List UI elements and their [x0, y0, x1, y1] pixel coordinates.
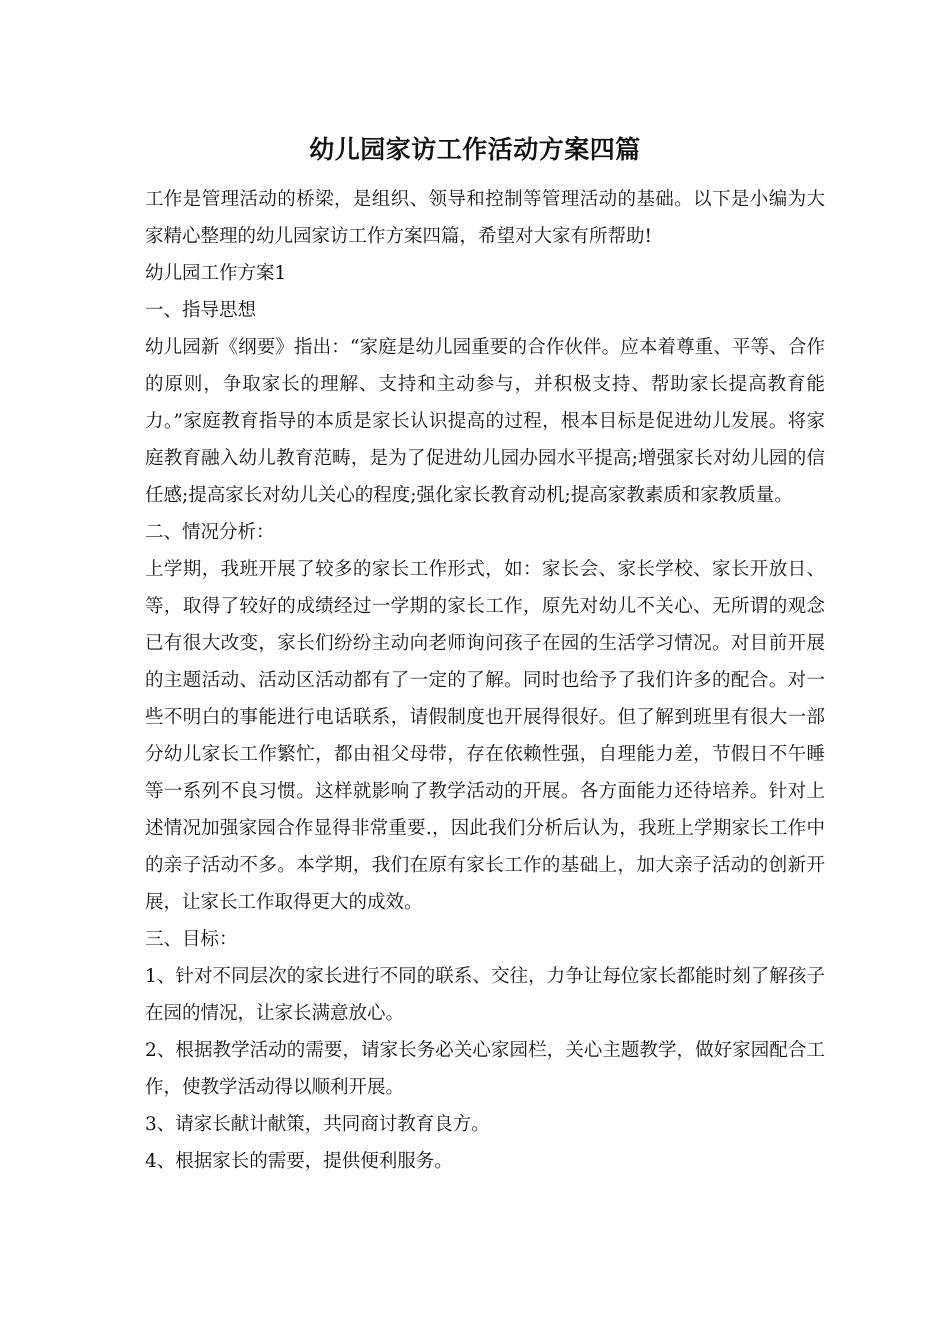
intro-paragraph: 工作是管理活动的桥梁，是组织、领导和控制等管理活动的基础。以下是小编为大家精心整理的幼儿园家访工作方案四篇，希望对大家有所帮助!: [145, 189, 825, 247]
subsection-heading: 一、指导思想: [145, 300, 257, 321]
document-body: [145, 181, 825, 1180]
list-item: 4、根据家长的需要，提供便利服务。: [145, 1151, 453, 1172]
section-heading: 幼儿园工作方案1: [145, 263, 287, 284]
list-item: 2、根据教学活动的需要，请家长务必关心家园栏，关心主题教学，做好家园配合工作，使教学活动得以顺利开展。: [145, 1040, 825, 1098]
document-title: 幼儿园家访工作活动方案四篇: [309, 135, 641, 164]
list-item: 3、请家长献计献策，共同商讨教育良方。: [145, 1114, 490, 1135]
subsection-heading: 三、目标：: [145, 929, 238, 950]
body-paragraph: 幼儿园新《纲要》指出：“家庭是幼儿园重要的合作伙伴。应本着尊重、平等、合作的原则，争取家长的理解、支持和主动参与，并积极支持、帮助家长提高教育能力。”家庭教育指导的本质是家长认识提高的过程，根本目标是促进幼儿发展。将家庭教育融入幼儿教育范畴，是为了促进幼儿园办园水平提高;增强家长对幼儿园的信任感;提高家长对幼儿关心的程度;强化家长教育动机;提高家教素质和家教质量。: [145, 337, 825, 506]
body-paragraph: 上学期，我班开展了较多的家长工作形式，如：家长会、家长学校、家长开放日、等，取得了较好的成绩经过一学期的家长工作，原先对幼儿不关心、无所谓的观念已有很大改变，家长们纷纷主动向老师询问孩子在园的生活学习情况。对目前开展的主题活动、活动区活动都有了一定的了解。同时也给予了我们许多的配合。对一些不明白的事能进行电话联系，请假制度也开展得很好。但了解到班里有很大一部分幼儿家长工作繁忙，都由祖父母带，存在依赖性强，自理能力差，节假日不午睡等一系列不良习惯。这样就影响了教学活动的开展。各方面能力还待培养。针对上述情况加强家园合作显得非常重要.，因此我们分析后认为，我班上学期家长工作中的亲子活动不多。本学期，我们在原有家长工作的基础上，加大亲子活动的创新开展，让家长工作取得更大的成效。: [145, 559, 825, 913]
list-item: 1、针对不同层次的家长进行不同的联系、交往，力争让每位家长都能时刻了解孩子在园的情况，让家长满意放心。: [145, 966, 825, 1024]
subsection-heading: 二、情况分析：: [145, 522, 275, 543]
